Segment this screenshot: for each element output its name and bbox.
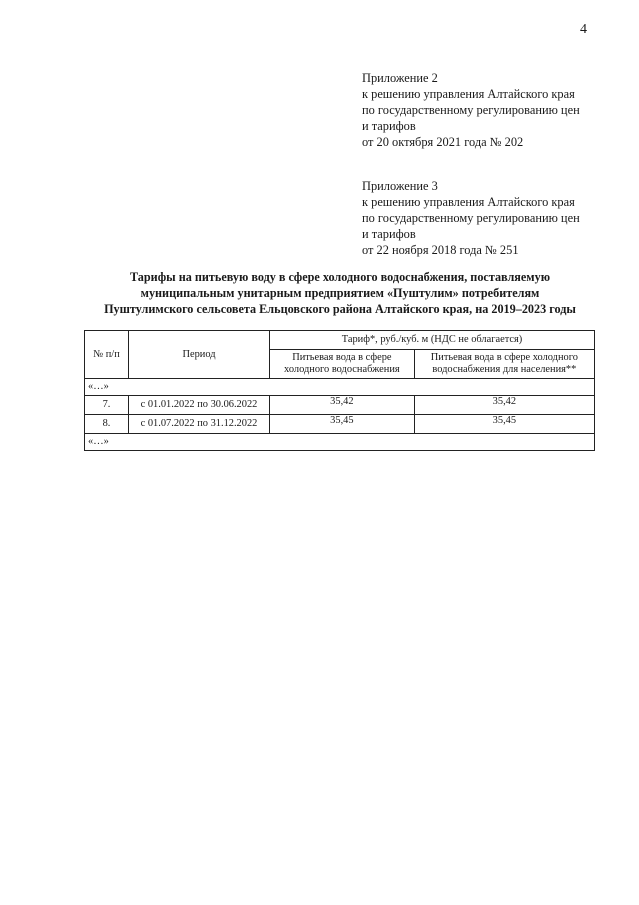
ellipsis-cell: «…» (85, 434, 595, 451)
document-title (84, 269, 596, 317)
annex-line: по государственному регулированию цен (362, 103, 580, 117)
ellipsis-row (85, 434, 595, 451)
ellipsis-cell: «…» (85, 379, 595, 396)
header-period: Период (129, 331, 270, 379)
annex-3-header (362, 178, 622, 258)
row-period: с 01.01.2022 по 30.06.2022 (129, 396, 270, 415)
annex-line: от 22 ноября 2018 года № 251 (362, 243, 519, 257)
row-value-col2: 35,42 (414, 396, 594, 415)
row-value-col1: 35,45 (270, 415, 415, 434)
title-line: Тарифы на питьевую воду в сфере холодного водоснабжения, поставляемую (129, 270, 551, 284)
tariff-table (84, 330, 595, 451)
title-line: муниципальным унитарным предприятием «Пуштулим» потребителям (140, 286, 540, 300)
table-row (85, 415, 595, 434)
row-num: 7. (85, 396, 129, 415)
row-period: с 01.07.2022 по 31.12.2022 (129, 415, 270, 434)
annex-line: Приложение 2 (362, 71, 438, 85)
annex-line: Приложение 3 (362, 179, 438, 193)
annex-line: от 20 октября 2021 года № 202 (362, 135, 524, 149)
page-number: 4 (580, 22, 587, 37)
annex-line: и тарифов (362, 227, 416, 241)
annex-line: по государственному регулированию цен (362, 211, 580, 225)
header-col2: Питьевая вода в сфере холодного водоснабжения для населения** (414, 350, 594, 379)
header-tariff-group: Тариф*, руб./куб. м (НДС не облагается) (270, 331, 595, 350)
row-num: 8. (85, 415, 129, 434)
header-col1: Питьевая вода в сфере холодного водоснабжения (270, 350, 415, 379)
table-row (85, 396, 595, 415)
annex-line: и тарифов (362, 119, 416, 133)
row-value-col2: 35,45 (414, 415, 594, 434)
annex-2-header (362, 70, 622, 150)
ellipsis-row (85, 379, 595, 396)
title-line: Пуштулимского сельсовета Ельцовского района Алтайского края, на 2019–2023 годы (104, 302, 576, 316)
annex-line: к решению управления Алтайского края (362, 87, 575, 101)
table-header-row (85, 331, 595, 350)
header-num: № п/п (85, 331, 129, 379)
row-value-col1: 35,42 (270, 396, 415, 415)
annex-line: к решению управления Алтайского края (362, 195, 575, 209)
